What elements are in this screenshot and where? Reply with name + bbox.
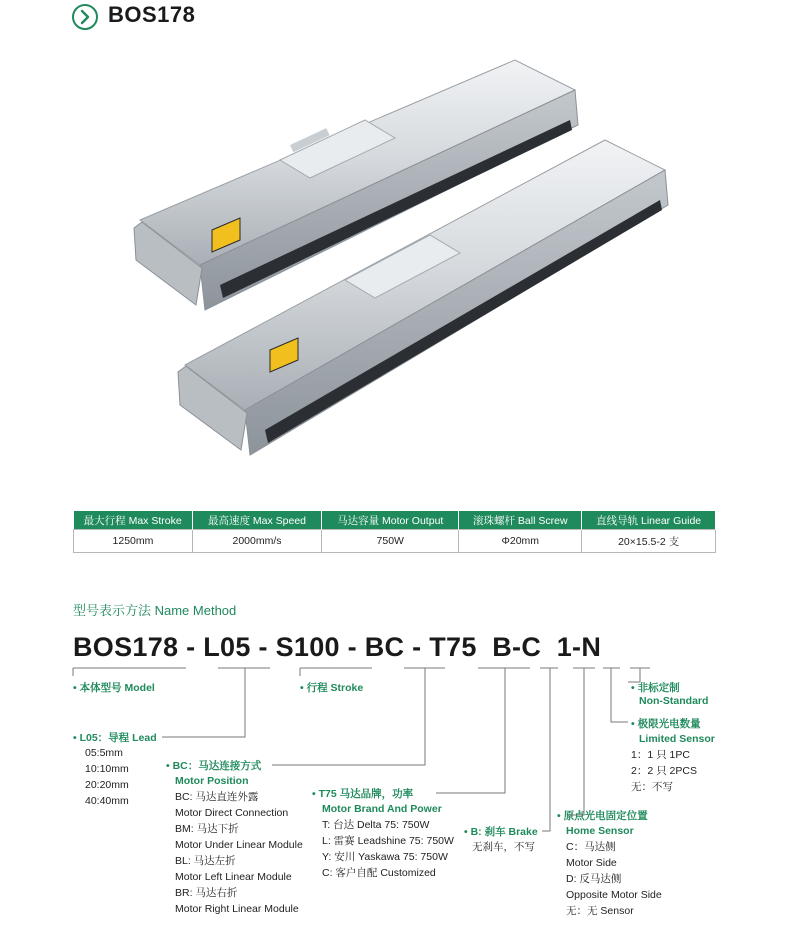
spec-value-motor-output: 750W bbox=[322, 530, 459, 553]
motor-position-option: BC: 马达直连外露 bbox=[175, 791, 259, 803]
non-standard-label-en: Non-Standard bbox=[639, 695, 709, 707]
motor-position-option: Motor Under Linear Module bbox=[175, 839, 303, 851]
limited-sensor-option: 无：不写 bbox=[631, 781, 673, 793]
motor-brand-option: L: 雷赛 Leadshine 75: 750W bbox=[322, 835, 454, 847]
motor-position-option: Motor Left Linear Module bbox=[175, 871, 292, 883]
lead-option: 20:20mm bbox=[85, 779, 129, 791]
spec-header-ball-screw: 滚珠螺杆 Ball Screw bbox=[459, 511, 582, 530]
brake-block bbox=[464, 824, 538, 855]
home-sensor-label-en: Home Sensor bbox=[566, 825, 634, 837]
lead-block bbox=[73, 730, 157, 809]
limited-sensor-label-en: Limited Sensor bbox=[639, 733, 715, 745]
non-standard-block bbox=[631, 680, 708, 707]
motor-position-label-cn: • BC：马达连接方式 bbox=[166, 760, 262, 772]
page-title: BOS178 bbox=[108, 2, 196, 27]
spec-header-max-speed: 最高速度 Max Speed bbox=[192, 511, 321, 530]
limited-sensor-label-cn: • 极限光电数量 bbox=[631, 718, 701, 730]
motor-position-option: BL: 马达左折 bbox=[175, 855, 236, 867]
spec-value-max-speed: 2000mm/s bbox=[192, 530, 321, 553]
motor-position-block bbox=[166, 758, 303, 917]
name-method-title: 型号表示方法 Name Method bbox=[73, 603, 237, 618]
motor-position-option: BR: 马达右折 bbox=[175, 887, 238, 899]
brake-option: 无刹车，不写 bbox=[472, 841, 535, 853]
home-sensor-option: 无：无 Sensor bbox=[566, 905, 634, 917]
spec-header-linear-guide: 直线导轨 Linear Guide bbox=[582, 511, 716, 530]
home-sensor-label-cn: • 原点光电固定位置 bbox=[557, 810, 648, 822]
home-sensor-option: Motor Side bbox=[566, 857, 617, 869]
motor-position-option: Motor Direct Connection bbox=[175, 807, 289, 819]
spec-header-max-stroke: 最大行程 Max Stroke bbox=[74, 511, 193, 530]
home-sensor-block bbox=[557, 808, 662, 919]
model-label: • 本体型号 Model bbox=[73, 682, 155, 694]
home-sensor-option: C：马达侧 bbox=[566, 841, 616, 853]
stroke-label: • 行程 Stroke bbox=[300, 682, 364, 694]
limited-sensor-option: 1：1 只 1PC bbox=[631, 749, 690, 761]
motor-position-option: Motor Right Linear Module bbox=[175, 903, 299, 915]
motor-position-option: BM: 马达下折 bbox=[175, 823, 239, 835]
brake-label: • B: 刹车 Brake bbox=[464, 826, 538, 838]
model-code: BOS178 - L05 - S100 - BC - T75 B-C 1-N bbox=[73, 632, 602, 662]
home-sensor-option: D: 反马达侧 bbox=[566, 873, 622, 885]
motor-brand-option: T: 台达 Delta 75: 750W bbox=[322, 819, 430, 831]
lead-option: 10:10mm bbox=[85, 763, 129, 775]
spec-value-linear-guide: 20×15.5-2 支 bbox=[582, 530, 716, 553]
motor-brand-option: C: 客户自配 Customized bbox=[322, 867, 436, 879]
motor-brand-label-cn: • T75 马达品牌，功率 bbox=[312, 788, 414, 800]
motor-position-label-en: Motor Position bbox=[175, 775, 249, 787]
limited-sensor-option: 2：2 只 2PCS bbox=[631, 765, 697, 777]
lead-label: • L05：导程 Lead bbox=[73, 732, 157, 744]
lead-option: 40:40mm bbox=[85, 795, 129, 807]
motor-brand-label-en: Motor Brand And Power bbox=[322, 803, 442, 815]
spec-header-motor-output: 马达容量 Motor Output bbox=[322, 511, 459, 530]
limited-sensor-block bbox=[631, 716, 715, 795]
motor-brand-option: Y: 安川 Yaskawa 75: 750W bbox=[322, 851, 448, 863]
home-sensor-option: Opposite Motor Side bbox=[566, 889, 662, 901]
non-standard-label-cn: • 非标定制 bbox=[631, 682, 680, 694]
lead-option: 05:5mm bbox=[85, 747, 123, 759]
spec-value-ball-screw: Φ20mm bbox=[459, 530, 582, 553]
motor-brand-block bbox=[312, 786, 454, 881]
spec-value-max-stroke: 1250mm bbox=[74, 530, 193, 553]
